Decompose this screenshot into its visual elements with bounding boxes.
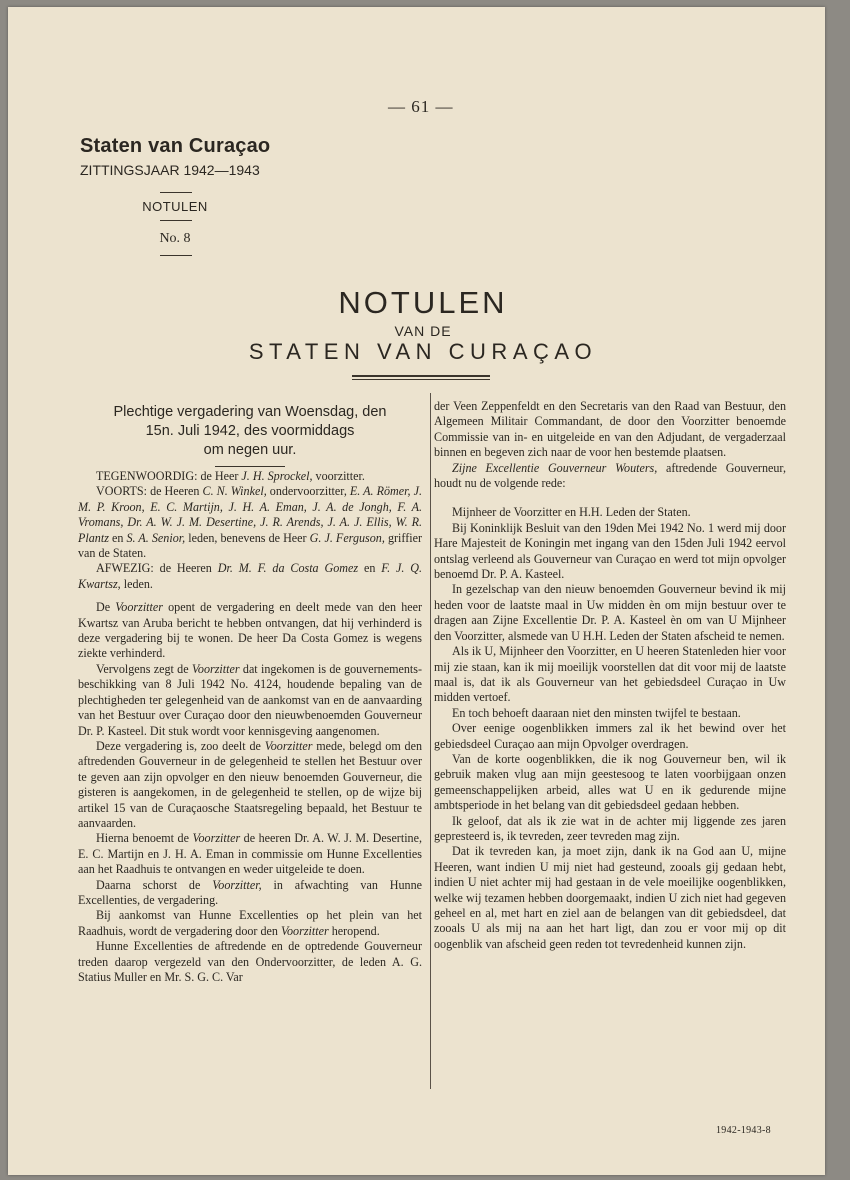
attendance-absent: AFWEZIG: de Heeren Dr. M. F. da Costa Gomez en F. J. Q. Kwartsz, leden. [78,561,422,591]
attendance-present: TEGENWOORDIG: de Heer J. H. Sprockel, voorzitter. [96,469,365,483]
paragraph: Deze vergadering is, zoo deelt de Voorzitter mede, belegd om den aftredenden Gouverneur in de gelegenheid te stellen het Bestuur over te geven aan zijn opvolger en den nieuw benoemden Gouverneur, die gisteren is aangekomen, in de gelegenheid te stellen, op de wijze bij artikel 15 van de Curaçaosche Staatsregeling bepaald, het Bestuur te aanvaarden. [78,738,422,830]
paragraph: Over eenige oogenblikken immers zal ik het bewind over het gebiedsdeel Curaçao aan mijn Opvolger overdragen. [434,721,786,751]
paragraph: Hierna benoemt de Voorzitter de heeren Dr. A. W. J. M. Desertine, E. C. Martijn en J. H. A. Eman in commissie om Hunne Excellenties aan het Raadhuis te ontvangen en weder uitgeleide te doen. [78,831,422,877]
header-number: No. 8 [159,231,191,246]
paragraph: Dat ik tevreden kan, ja moet zijn, dank ik na God aan U, mijne Heeren, want indien U mij niet had gesteund, zooals gij gedaan hebt, indien U niet achter mij had gestaan in de vele moeilijke oogenblikken, welke wij tezamen hebben doorgemaakt, indien U zich niet had gegeven geheel en al, met hart en ziel aan de belangen van dit gebiedsdeel, dat zooals U als mij na aan het hart ligt, dan zou er voor mij op dit oogenblik van afscheid geen reden tot tevredenheid kunnen zijn. [434,844,786,951]
main-title-line3: STATEN VAN CURAÇAO [248,339,598,364]
meeting-rule [215,466,285,467]
paragraph: der Veen Zeppenfeldt en den Secretaris van den Raad van Bestuur, den Algemeen Militair Commandant, de door den Voorzitter benoemde Commissie van in- en uitgeleide en van den Adjudant, de vergaderzaal binnen en begeven zich naar de voor hen bestemde plaatsen. [434,399,786,460]
attendance-also: VOORTS: de Heeren C. N. Winkel, ondervoorzitter, E. A. Römer, J. M. P. Kroon, E. C. Martijn, J. H. A. Eman, J. A. de Jongh, F. A. Vromans, Dr. A. W. J. M. Desertine, J. R. Arends, J. A. J. Ellis, W. R. Plantz en S. A. Senior, leden, benevens de Heer G. J. Ferguson, griffier van de Staten. [78,484,422,561]
paragraph: Bij Koninklijk Besluit van den 19den Mei 1942 No. 1 werd mij door Hare Majesteit de Koningin met ingang van den 15den Juli 1942 eervol ontslag verleend als Gouverneur van Curaçao en werd tot mijn opvolger benoemd Dr. P. A. Kasteel. [434,520,786,582]
column-divider [430,393,431,1089]
title-rule [352,379,490,380]
paragraph: Van de korte oogenblikken, die ik nog Gouverneur ben, wil ik gebruik maken vlug aan mijn geestesoog te laten voorbijgaan onzen gemeenschappelijken arbeid, alles wat U en ik gedurende mijne ambtsperiode in het belang van dit gebiedsdeel gedaan hebben. [434,751,786,813]
paragraph: Bij aankomst van Hunne Excellenties op het plein van het Raadhuis, wordt de vergadering door den Voorzitter heropend. [78,908,422,938]
header-rule [160,192,192,193]
paragraph: Zijne Excellentie Gouverneur Wouters, aftredende Gouverneur, houdt nu de volgende rede: [434,460,786,491]
header-session-year: ZITTINGSJAAR 1942—1943 [80,162,260,178]
meeting-title [78,403,422,460]
document-page [8,7,825,1175]
title-rule [352,375,490,377]
document-header [80,135,280,256]
paragraph: Ik geloof, dat als ik zie wat in de achter mij liggende zes jaren gepresteerd is, ik tevreden, zeer tevreden mag zijn. [434,813,786,843]
meeting-title-line3: om negen uur. [203,442,297,458]
right-column [434,399,786,952]
paragraph: Vervolgens zegt de Voorzitter dat ingekomen is de gouvernements-beschikking van 8 Juli 1942 No. 4124, houdende bepaling van de plechtigheden ter gelegenheid van de aankomst van en de aanvaarding van het Bestuur over Curaçao door den nieuwbenoemden Gouverneur Dr. P. Kasteel. Dit stuk wordt voor kennisgeving aangenomen. [78,661,422,738]
paragraph: In gezelschap van den nieuw benoemden Gouverneur bevind ik mij heden voor de laatste maal in Uw midden èn om mijn bestuur over te dragen aan Zijne Excellentie Dr. P. A. Kasteel èn om van U Mijnheer den Voorzitter, alsmede van U H.H. Leden der Staten afscheid te nemen. [434,582,786,643]
meeting-title-line2: 15n. Juli 1942, des voormiddags [145,423,355,439]
main-title-line1: NOTULEN [338,285,508,320]
paragraph: Als ik U, Mijnheer den Voorzitter, en U heeren Statenleden hier voor mij zie staan, kan ik mij moeilijk voorstellen dat dit voor mij de laatste maal is, dat ik als Gouverneur van het gebiedsdeel Curaçao in Uw midden vertoef. [434,644,786,705]
header-rule [160,255,192,256]
left-column [78,399,422,985]
paragraph: Hunne Excellenties de aftredende en de optredende Gouverneur treden daarop vergezeld van den Ondervoorzitter, de leden A. G. Statius Muller en Mr. S. G. C. Var [78,939,422,984]
paragraph: De Voorzitter opent de vergadering en deelt mede van den heer Kwartsz van Aruba bericht te hebben ontvangen, dat hij verhinderd is deze vergadering bij te wonen. De heer Da Costa Gomez is wegens ziekte verhinderd. [78,600,423,661]
paragraph: En toch behoeft daaraan niet den minsten twijfel te bestaan. [452,705,741,720]
main-title-line2: VAN DE [394,323,452,339]
paragraph: Daarna schorst de Voorzitter, in afwachting van Hunne Excellenties, de vergadering. [78,877,422,907]
header-section: NOTULEN [142,199,208,214]
page-number: — 61 — [388,97,454,116]
footer-code: 1942-1943-8 [716,1125,771,1136]
speech-salutation: Mijnheer de Voorzitter en H.H. Leden der Staten. [452,505,691,520]
meeting-title-line1: Plechtige vergadering van Woensdag, den [113,404,387,420]
header-title: Staten van Curaçao [80,135,271,157]
main-title [208,285,638,365]
header-rule [160,220,192,221]
